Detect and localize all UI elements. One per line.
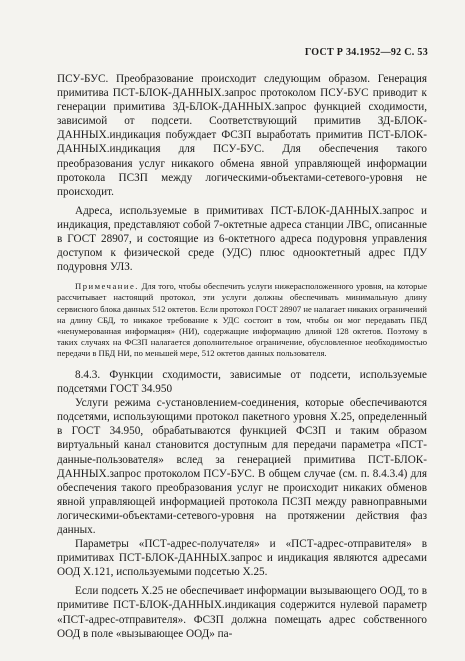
paragraph-5: Если подсеть Х.25 не обеспечивает информации вызывающего ООД, то в примитиве ПСТ-БЛОК-ДАННЫХ.индикация содержится нулевой параметр «ПСТ-адрес-отправителя». ФСЗП должна помещать адрес собственного ООД в поле «вызывающее ООД» па- [57, 585, 427, 640]
paragraph-3: Услуги режима с-установлением-соединения, которые обеспечиваются подсетями, использующими протокол пакетного уровня Х.25, определенный в ГОСТ 34.950, обрабатываются функцией ФСЗП и таким образом виртуальный канал становится доступным для передачи параметра «ПСТ-данные-пользователя» вслед за генерацией примитива ПСТ-БЛОК-ДАННЫХ.запрос протоколом ПСУ-БУС. В общем случае (см. п. 8.4.3.4) для обеспечения такого преобразования услуг не происходит никаких обменов явной управляющей информацией протокола ПСЗП между равноправными логическими-объектами-сетевого-уровня на протяжении действия фаз данных. [57, 397, 427, 536]
page-body [57, 72, 427, 641]
running-header: ГОСТ Р 34.1952—92 С. 53 [304, 47, 428, 58]
note-text: Для того, чтобы обеспечить услуги нижерасположенного уровня, на которые рассчитывает настоящий протокол, эти услуги должны обеспечивать минимальную длину сервисного блока данных 512 октетов. Если протокол ГОСТ 28907 не налагает никаких ограничений на длину СБД, то никакое требование к УДС состоит в том, чтобы он мог передавать ПБД «ненумерованная информация» (НИ), содержащие информацию длиной 128 октетов. Поэтому в таких случаях на ФСЗП налагается дополнительное ограничение, обусловленное необходимостью передачи в ПБД НИ, по меньшей мере, 512 октетов данных пользователя. [57, 281, 428, 358]
note-label: Примечание. [75, 281, 139, 292]
section-heading: 8.4.3. Функции сходимости, зависимые от подсети, используемые подсетями ГОСТ 34.950 [57, 368, 427, 396]
paragraph-2: Адреса, используемые в примитивах ПСТ-БЛОК-ДАННЫХ.запрос и индикация, представляют собой 7-октетные адреса станции ЛВС, описанные в ГОСТ 28907, и состоящие из 6-октетного адреса подуровня управления доступом к физической среде (УДС) плюс однооктетный адрес ПДУ подуровня УЛЗ. [57, 204, 427, 274]
paragraph-1: ПСУ-БУС. Преобразование происходит следующим образом. Генерация примитива ПСТ-БЛОК-ДАННЫХ.запрос протоколом ПСУ-БУС приводит к генерации примитива ЗД-БЛОК-ДАННЫХ.запрос функцией сходимости, зависимой от подсети. Соответствующий примитив ЗД-БЛОК-ДАННЫХ.индикация побуждает ФСЗП выработать примитив ПСТ-БЛОК-ДАННЫХ.индикация для ПСУ-БУС. Для обеспечения такого преобразования услуг никакого обмена явной управляющей информации протокола ПСЗП между логическими-объектами-сетевого-уровня не происходит. [57, 73, 427, 198]
note [57, 281, 427, 359]
paragraph-4: Параметры «ПСТ-адрес-получателя» и «ПСТ-адрес-отправителя» в примитивах ПСТ-БЛОК-ДАННЫХ.запрос и индикация являются адресами ООД Х.121, используемыми подсетью Х.25. [57, 538, 427, 579]
